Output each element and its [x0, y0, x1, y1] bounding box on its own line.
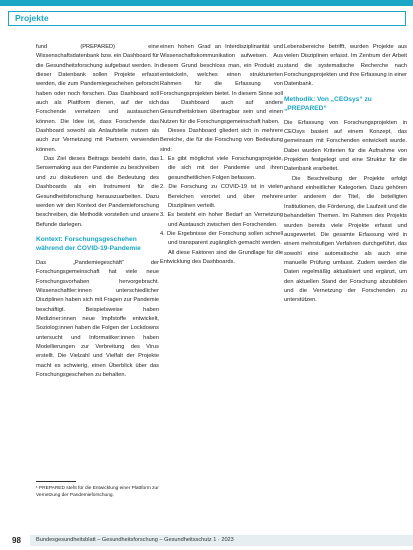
section-heading: Kontext: Forschungsgeschehen während der COVID-19-Pandemie — [36, 235, 141, 252]
numbered-list — [160, 155, 283, 248]
paragraph: einen hohen Grad an Interdisziplinarität und Wissenschaftskommunikation aufweisen. Aus diesem Grund beschloss man, ein Produkt zu entwickeln, welches einen strukturierten Rahmen für die Erfassung von Forschungsprojekten bietet. In diesem Sinne soll das Dashboard auch auf andere Gesundheitskrisen übertragbar sein und einen Nutzen für die Forschungsgemeinschaft haben. — [160, 44, 283, 125]
column-1 — [36, 43, 159, 380]
section-heading: Methodik: Von „CEOsys“ zu „PREPARED“ — [284, 95, 372, 112]
footnote-rule — [36, 481, 76, 482]
page-number: 98 — [12, 536, 21, 545]
paragraph: Das Ziel dieses Beitrags besteht darin, das Sensemaking aus der Pandemie zu beschreiben und zu diskutieren und die Bedeutung des Dashboards als ein Instrument für die Gesundheitsforschung herauszuarbeiten. Dazu werden wir den Kontext der Pandemieforschung beschreiben, die Methodik vorstellen und unsere Befunde darlegen. — [36, 156, 159, 228]
paragraph: All diese Faktoren sind die Grundlage für die Entwicklung des Dashboards. — [160, 249, 283, 265]
top-accent-bar — [0, 0, 413, 6]
paragraph: Das „Pandemiegeschäft“ der Forschungsgemeinschaft hat viele neue Forschungsvorhaben hervorgebracht. Wissenschaftler:innen unterschiedlicher Disziplinen haben sich mit Fragen zur Pandemie beschäftigt. Beispielsweise haben Mediziner:innen neue Impfstoffe entwickelt, Soziolog:innen haben die Folgen der Lockdowns untersucht und Informatiker:innen haben Modellierungen zur Verbreitung des Virus erstellt. Die Vielzahl und Vielfalt der Projekte macht es schwierig, einen Überblick über das Forschungsgeschehen zu behalten. — [36, 259, 159, 378]
paragraph: Lebensbereiche betrifft, wurden Projekte aus vielen Disziplinen erfasst. Im Zentrum der Arbeit stand die systematische Recherche nach Forschungsprojekten und ihre Erfassung in einer Datenbank. — [284, 44, 407, 88]
journal-name: Bundesgesundheitsblatt – Gesundheitsforschung – Gesundheitsschutz 1 · 2023 — [36, 537, 234, 543]
paragraph: Die Beschreibung der Projekte erfolgt anhand einheitlicher Kategorien. Dazu gehören unter anderem der Titel, die beteiligten Institutionen, die Förderung, die Laufzeit und die behandelten Themen. Im Rahmen des Projekts wurden bereits viele Projekte erfasst und ausgewertet. Die gesamte Erfassung wird in einem mehrstufigen Verfahren durchgeführt, das sowohl eine automatische als auch eine manuelle Prüfung umfasst. Zudem werden die Daten regelmäßig aktualisiert und ergänzt, um den aktuellen Stand der Forschung abzubilden und die Vernetzung der Forschenden zu unterstützen. — [284, 175, 407, 304]
list-item: 1. Es gibt möglichst viele Forschungsprojekte, die sich mit der Pandemie und ihren gesundheitlichen Folgen befassen. — [160, 156, 283, 181]
paragraph: fund (PREPARED) eine Wissenschaftsdatenbank bzw. ein Dashboard für die Gesundheitsforschung aufgebaut werden. In dieser Datenbank sollen Projekte erfasst werden, die zum Pandemiegeschehen geforscht haben oder noch forschen. Das Dashboard soll auch als Plattform dienen, auf der sich Forschende vernetzen und austauschen können. Die Idee ist, dass Forschende das Dashboard sowohl als Anlaufstelle nutzen als auch zur Vernetzung mit Partnern verwenden können. — [36, 44, 159, 153]
column-2 — [160, 43, 283, 267]
paragraph: Die Erfassung von Forschungsprojekten in CEOsys basiert auf einem Konzept, das gemeinsam mit Forschenden entwickelt wurde. Dabei wurden Kriterien für die Aufnahme von Projekten festgelegt und eine Struktur für die Datenbank erarbeitet. — [284, 119, 407, 173]
paragraph: Dieses Dashboard gliedert sich in mehrere Bereiche, die für die Forschung von Bedeutung sind: — [160, 128, 283, 153]
section-tag — [8, 11, 406, 26]
page-footer — [0, 535, 413, 550]
list-item: 2. Die Forschung zu COVID-19 ist in vielen Bereichen verortet und über mehrere Disziplinen verteilt. — [160, 184, 283, 209]
footnote: ¹ PREPARED steht für die Entwicklung einer Plattform zur Vernetzung der Pandemieforschung. — [36, 486, 159, 498]
footer-bar — [30, 535, 413, 546]
list-item: 3. Es besteht ein hoher Bedarf an Vernetzung und Austausch zwischen den Forschenden. — [160, 212, 283, 228]
column-3 — [284, 43, 407, 306]
section-tag-label: Projekte — [15, 13, 49, 23]
list-item: 4. Die Ergebnisse der Forschung sollen schnell und transparent zugänglich gemacht werden. — [160, 230, 283, 247]
